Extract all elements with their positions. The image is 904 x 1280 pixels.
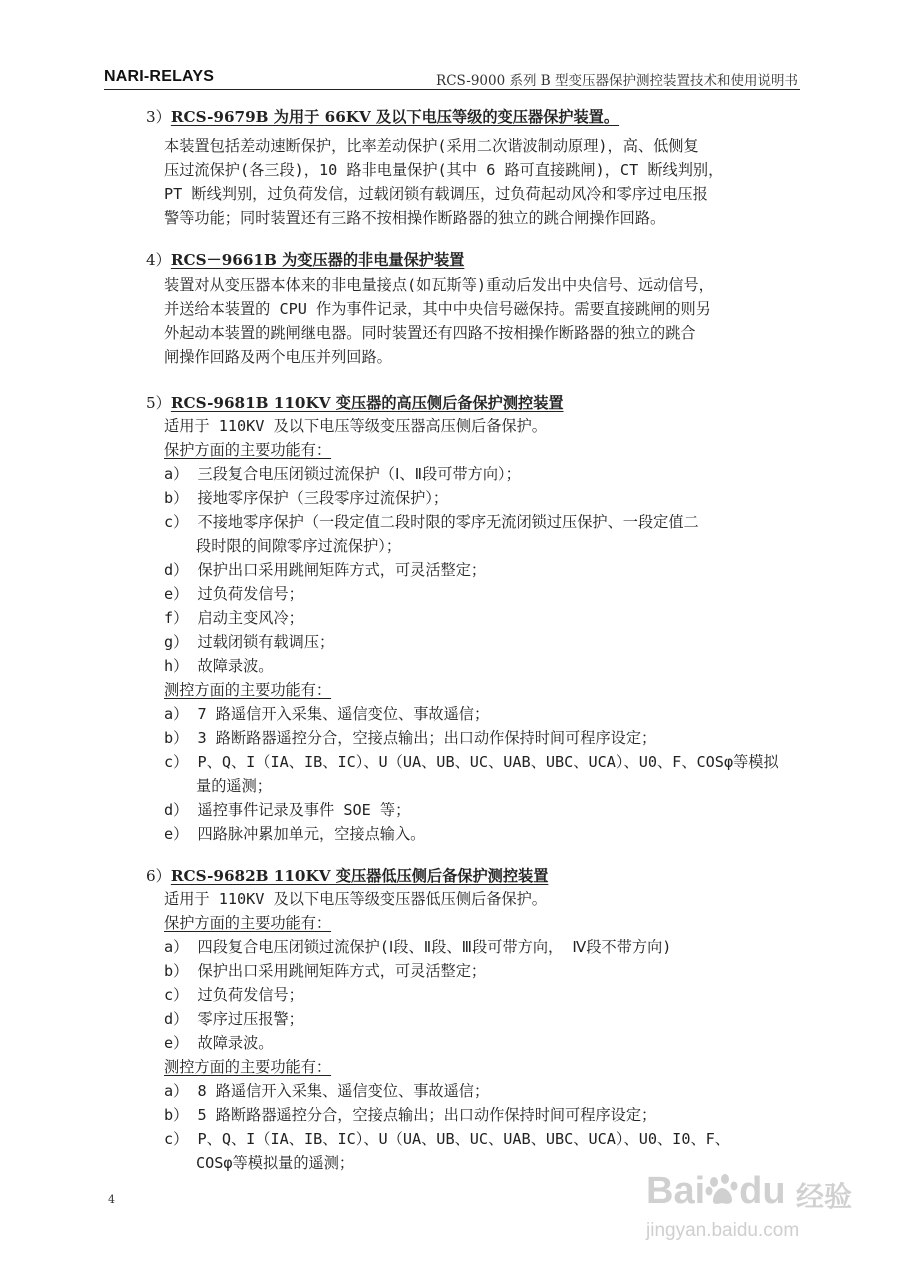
section-heading	[146, 107, 619, 127]
watermark-url: jingyan.baidu.com	[646, 1220, 800, 1241]
header-divider	[104, 89, 800, 90]
list-marker: d）	[164, 801, 189, 819]
list-marker: e）	[164, 1034, 189, 1052]
list-text: 保护出口采用跳闸矩阵方式，可灵活整定；	[197, 962, 487, 980]
list-marker: e）	[164, 585, 189, 603]
list-item-continuation: 段时限的间隙零序过流保护）；	[196, 537, 402, 555]
list-item	[164, 985, 304, 1005]
list-item	[164, 512, 699, 532]
section-intro: 适用于 110KV 及以下电压等级变压器低压侧后备保护。	[164, 890, 547, 908]
list-text: 3 路断路器遥控分合，空接点输出；出口动作保持时间可程序设定；	[197, 729, 657, 747]
section-number: 3）	[146, 108, 171, 126]
baidu-jingyan-watermark	[646, 1142, 866, 1252]
section-title: RCS-9682B 110KV 变压器低压侧后备保护测控装置	[170, 867, 549, 885]
list-item-continuation: 量的遥测；	[196, 777, 272, 795]
list-item	[164, 560, 486, 580]
list-item	[164, 608, 304, 628]
paragraph-line: 外起动本装置的跳闸继电器。同时装置还有四路不按相操作断路器的独立的跳合	[164, 324, 696, 342]
list-item	[164, 632, 334, 652]
list-text: 8 路遥信开入采集、遥信变位、事故遥信；	[197, 1082, 490, 1100]
document-title: RCS-9000 系列 B 型变压器保护测控装置技术和使用说明书	[436, 73, 798, 89]
list-text: 保护出口采用跳闸矩阵方式，可灵活整定；	[197, 561, 487, 579]
paragraph-line: PT 断线判别，过负荷发信，过载闭锁有载调压，过负荷起动风冷和零序过电压报	[164, 185, 708, 203]
page-number: 4	[108, 1193, 115, 1206]
section-title: RCS－9661B 为变压器的非电量保护装置	[170, 251, 465, 269]
list-marker: b）	[164, 962, 189, 980]
list-item	[164, 464, 521, 484]
list-text: 故障录波。	[197, 657, 274, 675]
list-item	[164, 752, 779, 772]
list-item	[164, 704, 489, 724]
list-marker: a）	[164, 465, 189, 483]
list-marker: b）	[164, 729, 189, 747]
paw-icon	[705, 1173, 739, 1207]
list-item	[164, 1009, 304, 1029]
list-item	[164, 800, 410, 820]
list-marker: f）	[164, 609, 189, 627]
list-item	[164, 656, 273, 676]
list-text: 过载闭锁有载调压；	[197, 633, 335, 651]
list-item	[164, 824, 425, 844]
protection-heading: 保护方面的主要功能有：	[164, 914, 332, 932]
paragraph-line: 警等功能；同时装置还有三路不按相操作断路器的独立的跳合闸操作回路。	[164, 209, 666, 227]
list-marker: b）	[164, 1106, 189, 1124]
brand-logo: NARI-RELAYS	[104, 68, 215, 85]
watermark-brand: Bai du	[646, 1170, 786, 1212]
list-item	[164, 1081, 489, 1101]
list-item	[164, 488, 448, 508]
list-text: 零序过压报警；	[197, 1010, 304, 1028]
list-marker: d）	[164, 561, 189, 579]
section-title: RCS-9679B 为用于 66KV 及以下电压等级的变压器保护装置。	[170, 108, 620, 126]
list-text: P、Q、I（IA、IB、IC）、U（UA、UB、UC、UAB、UBC、UCA）、U0、I0、F、	[197, 1130, 730, 1148]
list-marker: c）	[164, 986, 189, 1004]
list-text: 故障录波。	[197, 1034, 274, 1052]
list-text: 过负荷发信号；	[197, 986, 304, 1004]
list-marker: g）	[164, 633, 189, 651]
list-marker: d）	[164, 1010, 189, 1028]
section-heading	[146, 866, 548, 886]
list-text: 遥控事件记录及事件 SOE 等；	[197, 801, 411, 819]
paragraph-line: 压过流保护(各三段)，10 路非电量保护(其中 6 路可直接跳闸)，CT 断线判别，	[164, 161, 724, 179]
list-text: 三段复合电压闭锁过流保护（Ⅰ、Ⅱ段可带方向）；	[197, 465, 521, 483]
list-item	[164, 937, 671, 957]
paragraph-line: 闸操作回路及两个电压并列回路。	[164, 348, 392, 366]
list-text: 5 路断路器遥控分合，空接点输出；出口动作保持时间可程序设定；	[197, 1106, 657, 1124]
paragraph-line: 并送给本装置的 CPU 作为事件记录，其中中央信号磁保持。需要直接跳闸的则另	[164, 300, 711, 318]
section-intro: 适用于 110KV 及以下电压等级变压器高压侧后备保护。	[164, 417, 547, 435]
list-text: 7 路遥信开入采集、遥信变位、事故遥信；	[197, 705, 490, 723]
list-marker: c）	[164, 1130, 189, 1148]
list-text: 四路脉冲累加单元，空接点输入。	[197, 825, 426, 843]
list-marker: b）	[164, 489, 189, 507]
list-text: 启动主变风冷；	[197, 609, 304, 627]
section-heading	[146, 250, 464, 270]
list-item-continuation: COSφ等模拟量的遥测；	[196, 1154, 355, 1172]
list-item	[164, 1033, 273, 1053]
list-marker: e）	[164, 825, 189, 843]
list-marker: c）	[164, 513, 189, 531]
list-item	[164, 961, 486, 981]
list-marker: h）	[164, 657, 189, 675]
list-item	[164, 728, 656, 748]
list-text: 四段复合电压闭锁过流保护(Ⅰ段、Ⅱ段、Ⅲ段可带方向， Ⅳ段不带方向)	[197, 938, 672, 956]
list-marker: c）	[164, 753, 189, 771]
section-number: 6）	[146, 867, 171, 885]
list-marker: a）	[164, 1082, 189, 1100]
measurement-heading: 测控方面的主要功能有：	[164, 1058, 332, 1076]
list-text: P、Q、I（IA、IB、IC）、U（UA、UB、UC、UAB、UBC、UCA）、U0、F、COSφ等模拟	[197, 753, 779, 771]
section-title: RCS-9681B 110KV 变压器的高压侧后备保护测控装置	[170, 394, 564, 412]
paragraph-line: 本装置包括差动速断保护，比率差动保护(采用二次谐波制动原理)，高、低侧复	[164, 137, 699, 155]
list-item	[164, 1105, 656, 1125]
list-item	[164, 584, 304, 604]
paragraph-line: 装置对从变压器本体来的非电量接点(如瓦斯等)重动后发出中央信号、远动信号，	[164, 276, 714, 294]
measurement-heading: 测控方面的主要功能有：	[164, 681, 332, 699]
list-marker: a）	[164, 938, 189, 956]
section-number: 4）	[146, 251, 171, 269]
list-text: 不接地零序保护（一段定值二段时限的零序无流闭锁过压保护、一段定值二	[197, 513, 699, 531]
protection-heading: 保护方面的主要功能有：	[164, 441, 332, 459]
list-text: 过负荷发信号；	[197, 585, 304, 603]
list-marker: a）	[164, 705, 189, 723]
section-heading	[146, 393, 564, 413]
section-number: 5）	[146, 394, 171, 412]
watermark-cn: 经验	[796, 1180, 853, 1213]
list-text: 接地零序保护（三段零序过流保护）；	[197, 489, 449, 507]
